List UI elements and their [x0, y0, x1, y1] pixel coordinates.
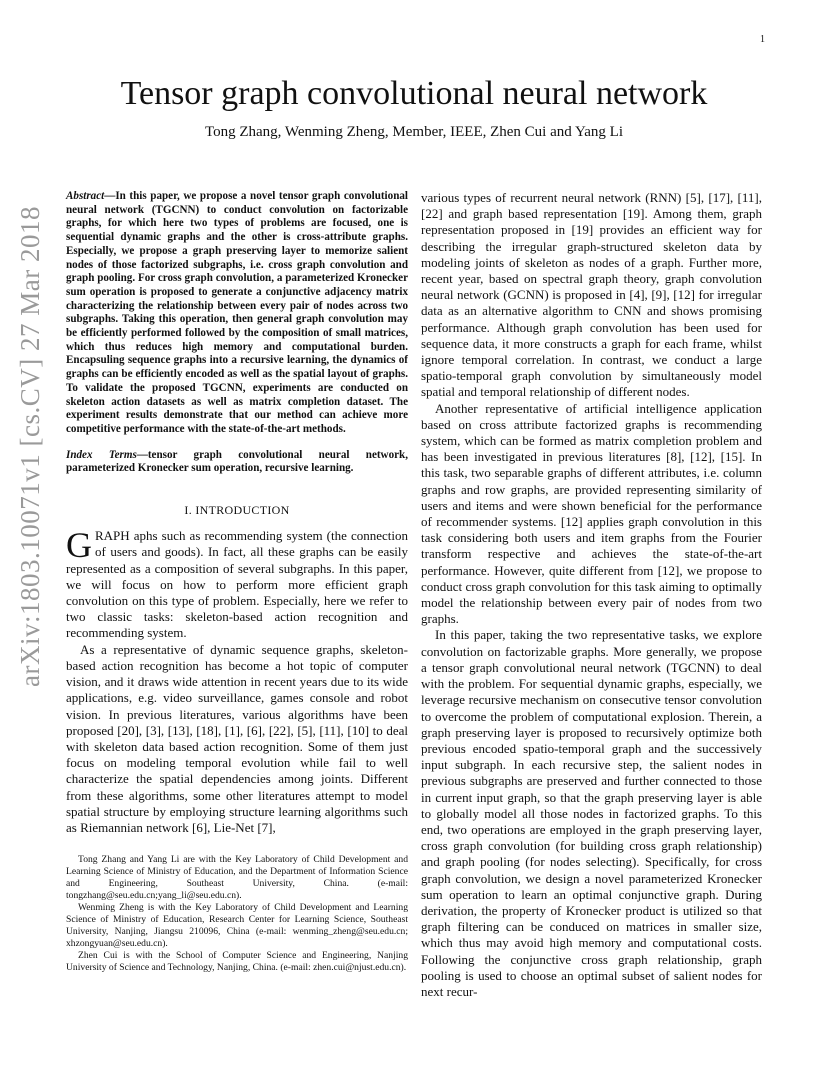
page-number: 1 — [760, 34, 765, 45]
right-paragraph-1: various types of recurrent neural network (RNN) [5], [17], [11], [22] and graph based representation [19]. Among them, graph representation proposed in [19] provides an efficient way for describing the irregular graph-structured skeleton data by modeling joints of skeleton as nodes of a graph. Further more, recent year, based on spectral graph theory, graph convolution neural network (GCNN) is proposed in [4], [9], [12] for irregular data as an alternative algorithm to CNN and shows promising performance. Although graph convolution has been used for sequence data, it more constructs a graph for each frame, whilst ignore temporal correlation. In contrast, we conduct a large spatio-temporal graph convolution by simultaneously model spatial and temporal relationship of different nodes. — [421, 190, 762, 400]
footnote-3: Zhen Cui is with the School of Computer Science and Engineering, Nanjing University of Science and Technology, Nanjing, China. (e-mail: zhen.cui@njust.edu.cn). — [66, 950, 408, 974]
footnote-2: Wenming Zheng is with the Key Laboratory of Child Development and Learning Science of Ministry of Education, Research Center for Learning Science, Southeast University, Nanjing, Jiangsu 210096, China (e-mail: wenming_zheng@seu.edu.cn; xhzongyuan@seu.edu.cn). — [66, 902, 408, 950]
arxiv-watermark: arXiv:1803.10071v1 [cs.CV] 27 Mar 2018 — [15, 206, 45, 687]
right-paragraph-2: Another representative of artificial intelligence application based on cross attribute factorized graphs is recommending system, which can be formed as matrix completion problem and has been investigated in previous literatures [8], [12], [15]. In this task, two separable graphs of different attributes, i.e. column graphs and row graphs, are provided representing similarity of users and items and were shown beneficial for the performance of recommender systems. [12] applies graph convolution in this task considering both users and item graphs from the Fourier transform respective and achieves the state-of-the-art performance. However, quite different from [12], we propose to conduct cross graph convolution for this task aiming to optimally model the relationship between every pair of nodes from two graphs. — [421, 400, 762, 627]
left-column — [66, 190, 408, 974]
footnote-1: Tong Zhang and Yang Li are with the Key Laboratory of Child Development and Learning Science of Ministry of Education, and the Department of Information Science and Engineering, Southeast University, China. (e-mail: tongzhang@seu.edu.cn;yang_li@seu.edu.cn). — [66, 854, 408, 902]
intro-paragraph-2: As a representative of dynamic sequence graphs, skeleton-based action recognition has become a hot topic of computer vision, and it draws wide attention in recent years due to its wide applications, e.g. video surveillance, games console and robot vision. In previous literatures, various algorithms have been proposed [20], [3], [13], [18], [1], [6], [22], [5], [11], [10] to deal with skeleton data based action recognition. Some of them just focus on modeling temporal evolution while fail to well characterize the spatial dependencies among joints. Different from these algorithms, some other literatures attempt to model spatial structure by employing structure learning algorithms such as Riemannian network [6], Lie-Net [7], — [66, 641, 408, 835]
intro-paragraph-1 — [66, 525, 408, 641]
section-heading: I. INTRODUCTION — [184, 503, 290, 518]
right-paragraph-3: In this paper, taking the two representative tasks, we explore convolution on factorizable graphs. More generally, we propose a tensor graph convolutional neural network (TGCNN) to deal with the problem. For sequential dynamic graphs, especially, we leverage recursive mechanism on consecutive tensor convolution to overcome the problem of computational explosion. Therein, a graph preserving layer is proposed to recursively optimize both previous encoded spatio-temporal graph and the successively input subgraph. In each recursive step, the salient nodes in previous subgraphs are preserved and further connected to those in current input graph, so that the graph preserving layer is able to globally model all those nodes in factorized graphs. To this end, two operations are employed in the graph preserving layer, cross graph convolution (for building cross graph relationship) and graph pooling (for nodes selecting). Specifically, for cross graph convolution, we design a novel parameterized Kronecker sum operation to learn an optimal conjunctive graph. During derivation, the property of Kronecker product is utilized so that graph filtering can be conduced on matrices in smaller size, which thus may avoid high memory and computational costs. Following the conjunctive cross graph relationship, graph pooling is used to choose an optimal subset of salient nodes for next recur- — [421, 627, 762, 999]
right-column — [421, 190, 762, 1000]
index-terms-text: —tensor graph convolutional neural network, parameterized Kronecker sum operation, recursive learning. — [66, 448, 408, 475]
abstract — [66, 190, 408, 437]
abstract-text: —In this paper, we propose a novel tensor graph convolutional neural network (TGCNN) to conduct convolution on factorizable graphs, for which here two types of problems are focused, one is sequential dynamic graphs and the other is cross-attribute graphs. Especially, we propose a graph preserving layer to memorize salient nodes of those factorized subgraphs, i.e. cross graph convolution and graph pooling. For cross graph convolution, a parameterized Kronecker sum operation is proposed to generate a conjunctive adjacency matrix characterizing the relationship between every pair of nodes across two subgraphs. Taking this operation, then general graph convolution may be efficiently performed followed by the composition of small matrices, which thus reduces high memory and computational burden. Encapsuling sequence graphs into a recursive learning, the dynamics of graphs can be efficiently encoded as well as the spatial layout of graphs. To validate the proposed TGCNN, experiments are conducted on skeleton action datasets as well as matrix completion dataset. The experiment results demonstrate that our method can achieve more competitive performance with the state-of-the-art methods. — [66, 190, 408, 435]
index-terms — [66, 449, 408, 476]
author-list: Tong Zhang, Wenming Zheng, Member, IEEE, Zhen Cui and Yang Li — [204, 124, 624, 140]
footnotes — [66, 854, 408, 974]
index-terms-label: Index Terms — [66, 448, 137, 461]
abstract-label: Abstract — [66, 190, 105, 202]
drop-cap: G — [66, 525, 92, 566]
paper-title: Tensor graph convolutional neural network — [120, 75, 708, 112]
intro-paragraph-1-text: RAPH aphs such as recommending system (the connection of users and goods). In fact, all these graphs can be easily represented as a composition of several subgraphs. In this paper, we will focus on how to perform more efficient graph convolution on this type of problem. Especially, here we refer to two classic tasks: skeleton-based action recognition and recommending system. — [66, 528, 408, 641]
